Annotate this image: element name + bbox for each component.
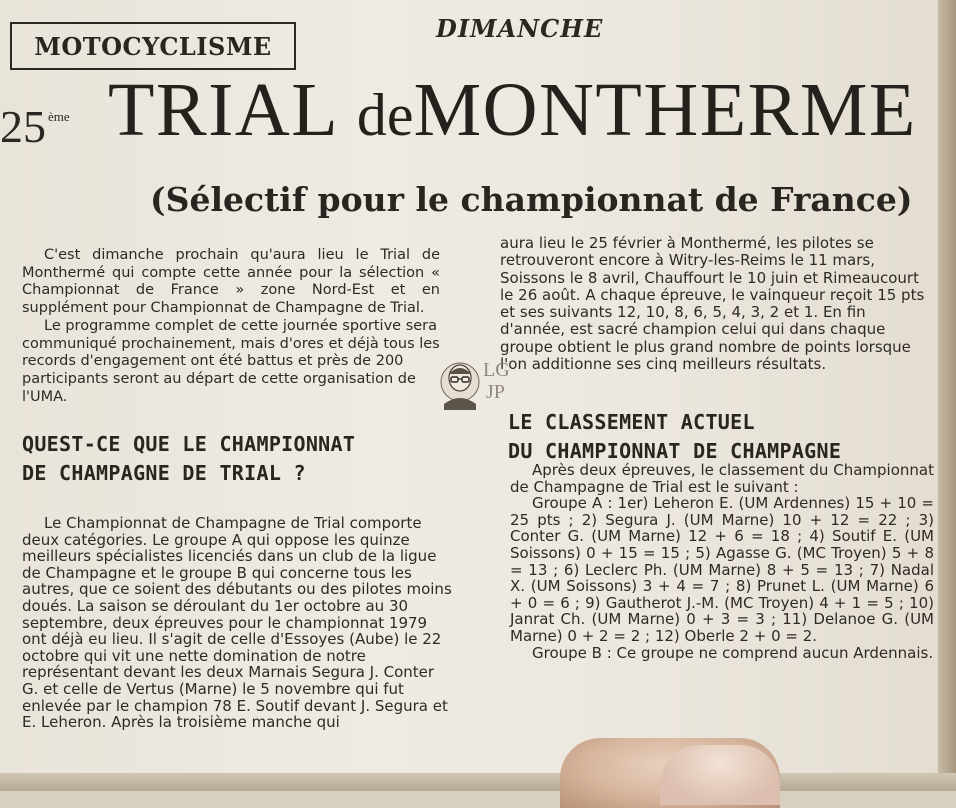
thumb-highlight <box>660 745 780 805</box>
right-standings <box>510 462 934 661</box>
left-heading-line-2: DE CHAMPAGNE DE TRIAL ? <box>22 461 306 485</box>
svg-text:LG: LG <box>483 359 510 381</box>
right-heading-line-2: DU CHAMPIONNAT DE CHAMPAGNE <box>508 439 842 463</box>
section-label: MOTOCYCLISME <box>10 22 296 70</box>
svg-text:JP: JP <box>486 381 505 403</box>
page-edge-right <box>938 0 956 791</box>
right-heading-line-1: LE CLASSEMENT ACTUEL <box>508 410 755 434</box>
intro-paragraph-1: C'est dimanche prochain qu'aura lieu le Trial de Monthermé qui compte cette année pour la sélection « Championnat de France » zone Nord-Est et en supplément pour Championnat de Champagne de Trial. <box>22 247 440 317</box>
edition-number <box>0 101 70 152</box>
right-continuation-paragraph: aura lieu le 25 février à Monthermé, les pilotes se retrouveront encore à Witry-les-Reims le 11 mars, Soissons le 8 avril, Chauffourt le 10 juin et Rimeaucourt le 26 août. A chaque épreuve, le vainqueur reçoit 15 pts et ses suivants 12, 10, 8, 6, 5, 4, 3, 2 et 1. En fin d'année, est sacré champion celui qui dans chaque groupe obtient le plus grand nombre de points lorsque l'on additionne ses cinq meilleurs résultats. <box>500 234 925 374</box>
headline-main: TRIAL <box>108 68 337 152</box>
right-continuation <box>500 235 930 373</box>
standings-intro: Après deux épreuves, le classement du Championnat de Champagne de Trial est le suivant : <box>510 461 934 496</box>
standings-group-a: Groupe A : 1er) Leheron E. (UM Ardennes) 15 + 10 = 25 pts ; 2) Segura J. (UM Marne) 10 + 12 = 22 ; 3) Conter G. (UM Marne) 12 + 6 = 18 ; 4) Soutif E. (UM Soissons) 0 + 15 = 15 ; 5) Agasse G. (MC Troyen) 5 + 8 = 13 ; 6) Leclerc Ph. (UM Marne) 8 + 5 = 13 ; 7) Nadal X. (UM Soissons) 3 + 4 = 7 ; 8) Prunet L. (UM Marne) 6 + 0 = 6 ; 9) Gautherot J.-M. (MC Troyen) 4 + 1 = 5 ; 10) Janrat Ch. (UM Marne) 0 + 3 = 3 ; 11) Delanoe G. (UM Marne) 0 + 2 = 2 ; 12) Oberle 2 + 0 = 2. <box>510 494 934 645</box>
headline-connector: de <box>356 82 414 148</box>
intro-paragraph-2: Le programme complet de cette journée sportive sera communiqué prochainement, mais d'ores et déjà tous les records d'engagement ont été battus et près de 200 participants seront au départ de cette organisation de l'UMA. <box>22 317 440 405</box>
left-intro <box>22 247 440 406</box>
portrait-seal-icon <box>438 352 512 416</box>
standings-group-b: Groupe B : Ce groupe ne comprend aucun Ardennais. <box>532 643 934 662</box>
day-label: DIMANCHE <box>436 14 604 43</box>
left-body-paragraph: Le Championnat de Champagne de Trial comporte deux catégories. Le groupe A qui oppose les quinze meilleurs spécialistes licenciés dans un club de la ligue de Champagne et le groupe B qui concerne tous les autres, que ce soient des débutants ou des pilotes moins doués. La saison se déroulant du 1er octobre au 30 septembre, deux épreuves pour le championnat 1979 ont déjà eu lieu. Il s'agit de celle d'Essoyes (Aube) le 22 octobre qui vit une nette domination de notre représentant devant les deux Marnais Segura J. Conter G. et celle de Vertus (Marne) le 5 novembre qui fut enlevée par le champion 78 E. Soutif devant J. Segura et E. Leheron. Après la troisième manche qui <box>22 514 452 732</box>
left-body <box>22 515 452 731</box>
left-heading-line-1: QUEST-CE QUE LE CHAMPIONNAT <box>22 432 356 456</box>
headline-place: MONTHERME <box>413 68 917 152</box>
page-edge-bottom <box>0 773 956 791</box>
subtitle: (Sélectif pour le championnat de France) <box>150 180 913 219</box>
left-heading <box>22 430 355 488</box>
edition-number-value: 25 <box>0 101 46 152</box>
edition-suffix: ème <box>48 109 70 124</box>
headline <box>108 68 917 152</box>
right-heading <box>508 408 841 466</box>
